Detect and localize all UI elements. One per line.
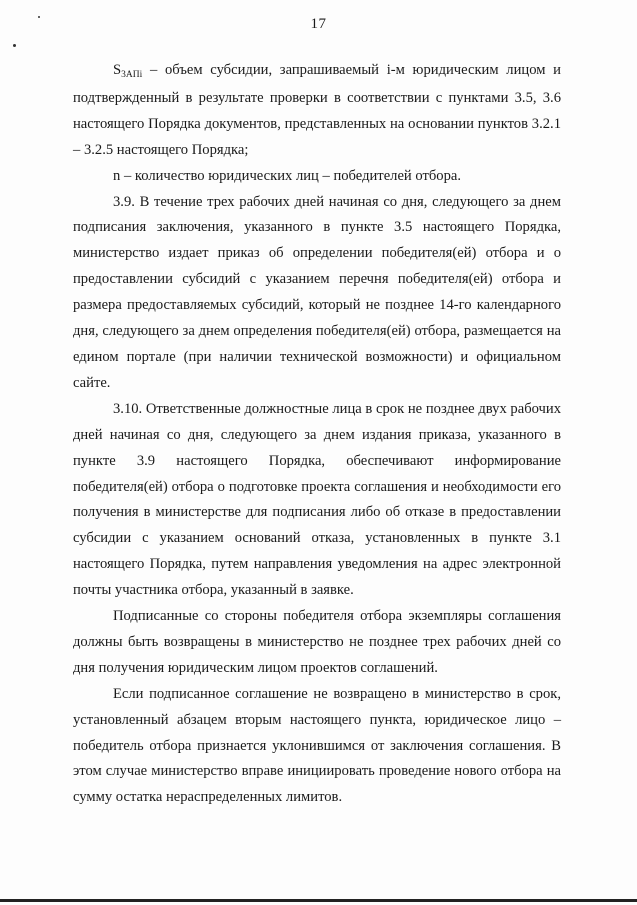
document-body xyxy=(73,58,561,811)
formula-subscript: 3АПi xyxy=(121,70,143,80)
paragraph-3-10: 3.10. Ответственные должностные лица в срок не позднее двух рабочих дней начиная со дня, следующего за днем издания приказа, указанного в пункте 3.9 настоящего Порядка, обеспечивают информирование победителя(ей) отбора о подготовке проекта соглашения и необходимости его получения в министерстве для подписания либо об отказе в предоставлении субсидии с указанием оснований отказа, установленных в пункте 3.1 настоящего Порядка, путем направления уведомления на адрес электронной почты участника отбора, указанный в заявке. xyxy=(73,400,561,599)
paragraph-signed-copies: Подписанные со стороны победителя отбора экземпляры соглашения должны быть возвращены в министерство не позднее трех рабочих дней со дня получения юридическим лицом проектов соглашений. xyxy=(73,608,561,676)
paragraph-text: – объем субсидии, запрашиваемый i-м юридическим лицом и подтвержденный в результате проверки в соответствии с пунктами 3.5, 3.6 настоящего Порядка документов, представленных на основании пунктов 3.2.1 – 3.2.5 настоящего Порядка; xyxy=(73,62,561,158)
paragraph-3-9: 3.9. В течение трех рабочих дней начиная со дня, следующего за днем подписания заключения, указанного в пункте 3.5 настоящего Порядка, министерство издает приказ об определении победителя(ей) отбора и о предоставлении субсидий с указанием перечня победителя(ей) отбора и размера предоставляемых субсидий, который не позднее 14-го календарного дня, следующего за днем определения победителя(ей) отбора, размещается на едином портале (при наличии технической возможности) и официальном сайте. xyxy=(73,193,561,391)
page-number: 17 xyxy=(310,16,327,32)
scan-speck xyxy=(13,44,16,47)
page-bottom-edge xyxy=(0,899,637,902)
paragraph-n-definition: n – количество юридических лиц – победителей отбора. xyxy=(113,167,462,184)
formula-symbol: S xyxy=(113,62,122,78)
paragraph-formula-definition xyxy=(73,58,561,164)
paragraph-not-returned: Если подписанное соглашение не возвращено в министерство в срок, установленный абзацем вторым настоящего пункта, юридическое лицо – победитель отбора признается уклонившимся от заключения соглашения. В этом случае министерство вправе инициировать проведение нового отбора на сумму остатка нераспределенных лимитов. xyxy=(73,685,561,806)
